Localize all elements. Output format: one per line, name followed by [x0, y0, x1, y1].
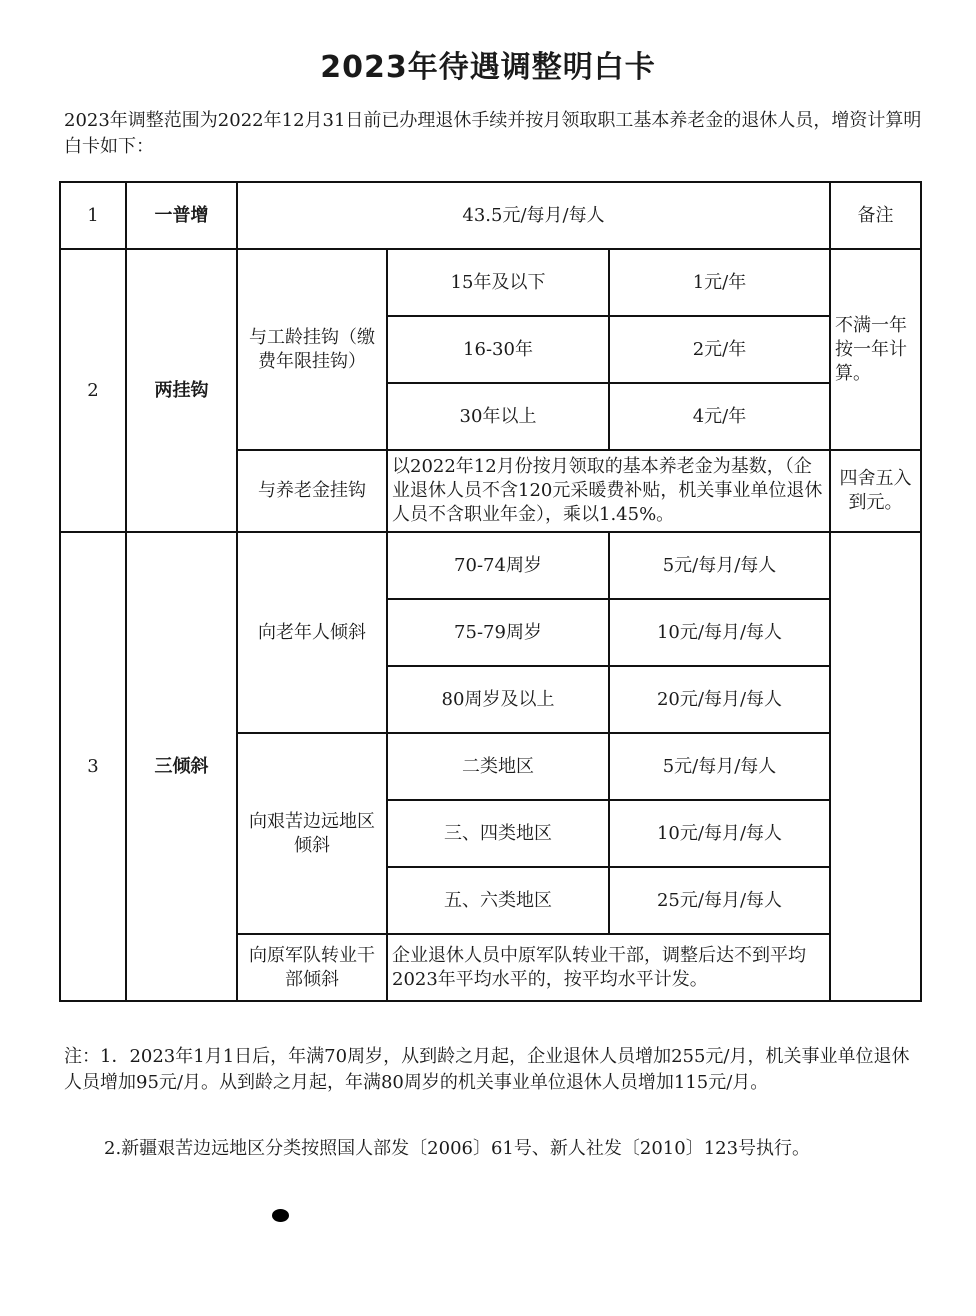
row-category: 一普增	[126, 182, 237, 249]
page-title: 2023年待遇调整明白卡	[320, 50, 656, 85]
range-cell: 二类地区	[387, 733, 609, 800]
sub-category-label: 与工龄挂钩（缴费年限挂钩）	[237, 249, 387, 450]
range-cell: 70-74周岁	[387, 532, 609, 599]
amount-cell: 10元/每月/每人	[609, 800, 830, 867]
range-cell: 15年及以下	[387, 249, 609, 316]
stray-dot-mark	[272, 1209, 289, 1222]
amount-cell: 5元/每月/每人	[609, 733, 830, 800]
amount-cell: 10元/每月/每人	[609, 599, 830, 666]
intro-paragraph: 2023年调整范围为2022年12月31日前已办理退休手续并按月领取职工基本养老金的退休人员，增资计算明白卡如下：	[64, 110, 922, 157]
remark-header: 备注	[830, 182, 921, 249]
sub-category-label: 向艰苦边远地区倾斜	[237, 733, 387, 934]
table-row	[60, 249, 921, 316]
row-number: 3	[60, 532, 126, 1001]
row-number: 2	[60, 249, 126, 532]
remark-cell: 不满一年按一年计算。	[830, 249, 921, 450]
footnote-1: 注：1．2023年1月1日后，年满70周岁，从到龄之月起，企业退休人员增加255元/月，机关事业单位退休人员增加95元/月。从到龄之月起，年满80周岁的机关事业单位退休人员增加115元/月。	[64, 1046, 910, 1093]
adjustment-table	[59, 181, 922, 1002]
remark-cell	[830, 532, 921, 1001]
row-number: 1	[60, 182, 126, 249]
table-row	[60, 182, 921, 249]
range-cell: 80周岁及以上	[387, 666, 609, 733]
amount-cell: 1元/年	[609, 249, 830, 316]
range-cell: 75-79周岁	[387, 599, 609, 666]
sub-category-label: 与养老金挂钩	[237, 450, 387, 532]
amount-cell: 4元/年	[609, 383, 830, 450]
range-cell: 30年以上	[387, 383, 609, 450]
row-value: 43.5元/每月/每人	[237, 182, 830, 249]
amount-cell: 2元/年	[609, 316, 830, 383]
footnote-2: 2.新疆艰苦边远地区分类按照国人部发〔2006〕61号、新人社发〔2010〕123号执行。	[104, 1138, 811, 1159]
sub-category-label: 向老年人倾斜	[237, 532, 387, 733]
description-cell: 企业退休人员中原军队转业干部，调整后达不到平均2023年平均水平的，按平均水平计发。	[387, 934, 830, 1001]
amount-cell: 5元/每月/每人	[609, 532, 830, 599]
sub-category-label: 向原军队转业干部倾斜	[237, 934, 387, 1001]
range-cell: 16-30年	[387, 316, 609, 383]
remark-cell: 四舍五入到元。	[830, 450, 921, 532]
amount-cell: 25元/每月/每人	[609, 867, 830, 934]
table-row	[60, 532, 921, 599]
row-category: 两挂钩	[126, 249, 237, 532]
range-cell: 三、四类地区	[387, 800, 609, 867]
row-category: 三倾斜	[126, 532, 237, 1001]
description-cell: 以2022年12月份按月领取的基本养老金为基数，（企业退休人员不含120元采暖费补贴，机关事业单位退休人员不含职业年金），乘以1.45%。	[387, 450, 830, 532]
range-cell: 五、六类地区	[387, 867, 609, 934]
amount-cell: 20元/每月/每人	[609, 666, 830, 733]
